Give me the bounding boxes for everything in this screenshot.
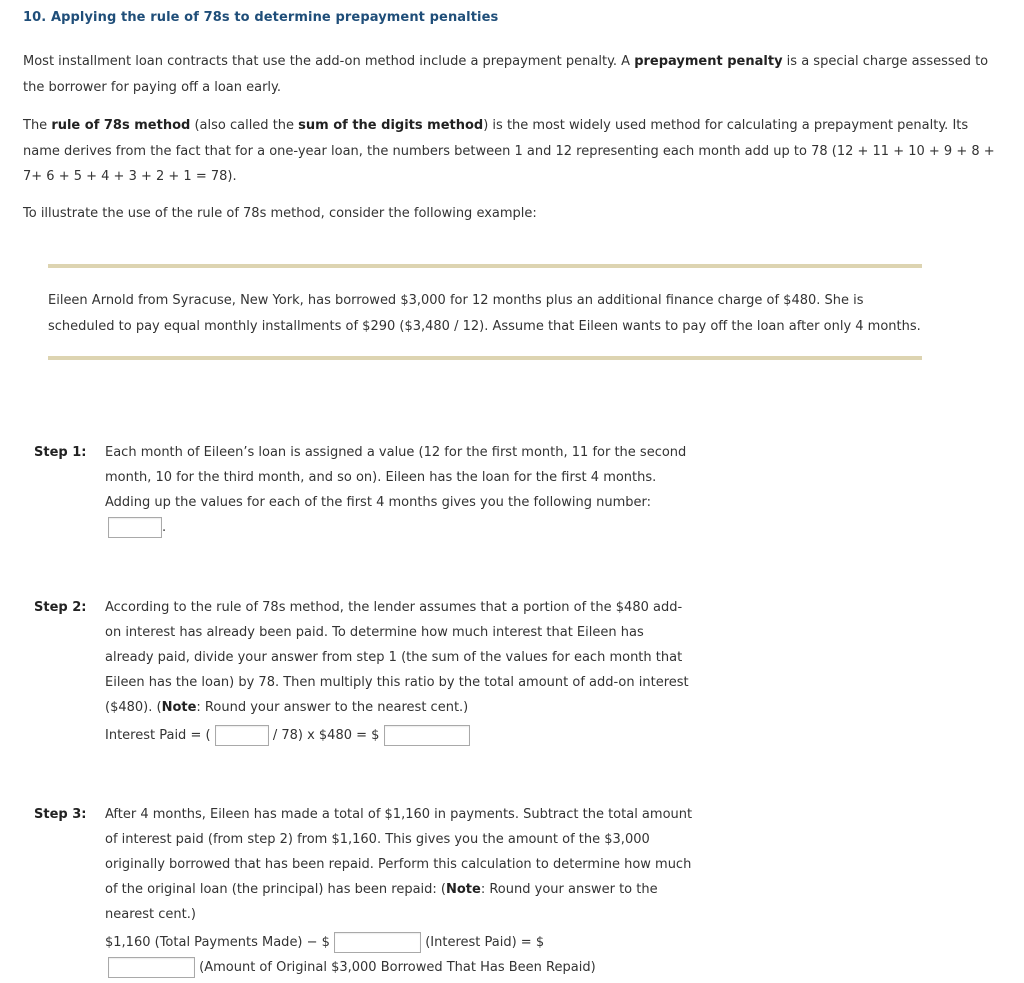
step-2-equation-middle: / 78) x $480 = $ (272, 728, 380, 743)
intro-paragraph-2 (23, 113, 998, 190)
step-3-note-label: Note (446, 882, 481, 897)
intro-text: Most installment loan contracts that use the add-on method include a prepayment penalty. A (23, 54, 635, 69)
intro-text: The (23, 118, 52, 133)
step-3-interest-label: (Interest Paid) = $ (425, 935, 545, 950)
step-1-text: Each month of Eileen’s loan is assigned a value (12 for the first month, 11 for the second month, 10 for the third month, and so on). Eileen has the loan for the first 4 months. Adding up the values for each of the first 4 months gives you the following number: (105, 445, 687, 510)
step-2-sum-input[interactable] (215, 725, 269, 746)
intro-paragraph-1 (23, 49, 998, 100)
interest-paid-input[interactable] (384, 725, 470, 746)
problem-title: 10. Applying the rule of 78s to determine prepayment penalties (23, 10, 499, 25)
example-bottom-rule (48, 356, 922, 360)
step-2-label: Step 2: (34, 600, 87, 615)
step-2-text-part: : Round your answer to the nearest cent.) (196, 700, 469, 715)
step-3-label: Step 3: (34, 807, 87, 822)
intro-text: ) is the most widely used method for calculating a prepayment penalty. Its name derives from the fact that for a one-year loan, the numbers between 1 and 12 representing each month add up to 78 (12 + 11 + 10 + 9 + 8 + 7+ 6 + 5 + 4 + 3 + 2 + 1 = 78). (23, 118, 995, 184)
intro-text: (also called the (190, 118, 299, 133)
principal-repaid-label: (Amount of Original $3,000 Borrowed That Has Been Repaid) (199, 960, 596, 975)
step-3-equation-row-1 (105, 930, 544, 955)
intro-paragraph-3: To illustrate the use of the rule of 78s method, consider the following example: (23, 206, 537, 221)
step-2-note-label: Note (161, 700, 197, 715)
interest-paid-label: Interest Paid = ( (105, 728, 211, 743)
term-rule-of-78s: rule of 78s method (51, 118, 191, 133)
step-3-interest-input[interactable] (334, 932, 421, 953)
step-1-answer-row (108, 515, 166, 540)
example-text: Eileen Arnold from Syracuse, New York, has borrowed $3,000 for 12 months plus an additional finance charge of $480. She is scheduled to pay equal monthly installments of $290 ($3,480 / 12). Assume that Eileen wants to pay off the loan after only 4 months. (48, 293, 921, 334)
total-payments-label: $1,160 (Total Payments Made) − $ (105, 935, 330, 950)
intro-text: is a special charge assessed to the borrower for paying off a loan early. (23, 54, 989, 95)
step-2-text-part: According to the rule of 78s method, the lender assumes that a portion of the $480 add-on interest has already been paid. To determine how much interest that Eileen has already paid, divide your answer from step 1 (the sum of the values for each month that Eileen has the loan) by 78. Then multiply this ratio by the total amount of add-on interest ($480). ( (105, 600, 689, 715)
step-3-text-part: After 4 months, Eileen has made a total of $1,160 in payments. Subtract the total amount of interest paid (from step 2) from $1,160. This gives you the amount of the $3,000 originally borrowed that has been repaid. Perform this calculation to determine how much of the original loan (the principal) has been repaid: ( (105, 807, 693, 897)
example-top-rule (48, 264, 922, 268)
step-3-text (105, 802, 695, 927)
step-3-equation-row-2 (108, 955, 596, 980)
step-2-equation (105, 723, 470, 748)
step-2-text (105, 595, 695, 720)
term-prepayment-penalty: prepayment penalty (634, 54, 783, 69)
step-1-sum-input[interactable] (108, 517, 162, 538)
term-sum-of-digits: sum of the digits method (298, 118, 484, 133)
step-1-period: . (162, 520, 167, 535)
principal-repaid-input[interactable] (108, 957, 195, 978)
step-3-text-part: : Round your answer to the nearest cent.) (105, 882, 658, 922)
step-1-label: Step 1: (34, 445, 87, 460)
